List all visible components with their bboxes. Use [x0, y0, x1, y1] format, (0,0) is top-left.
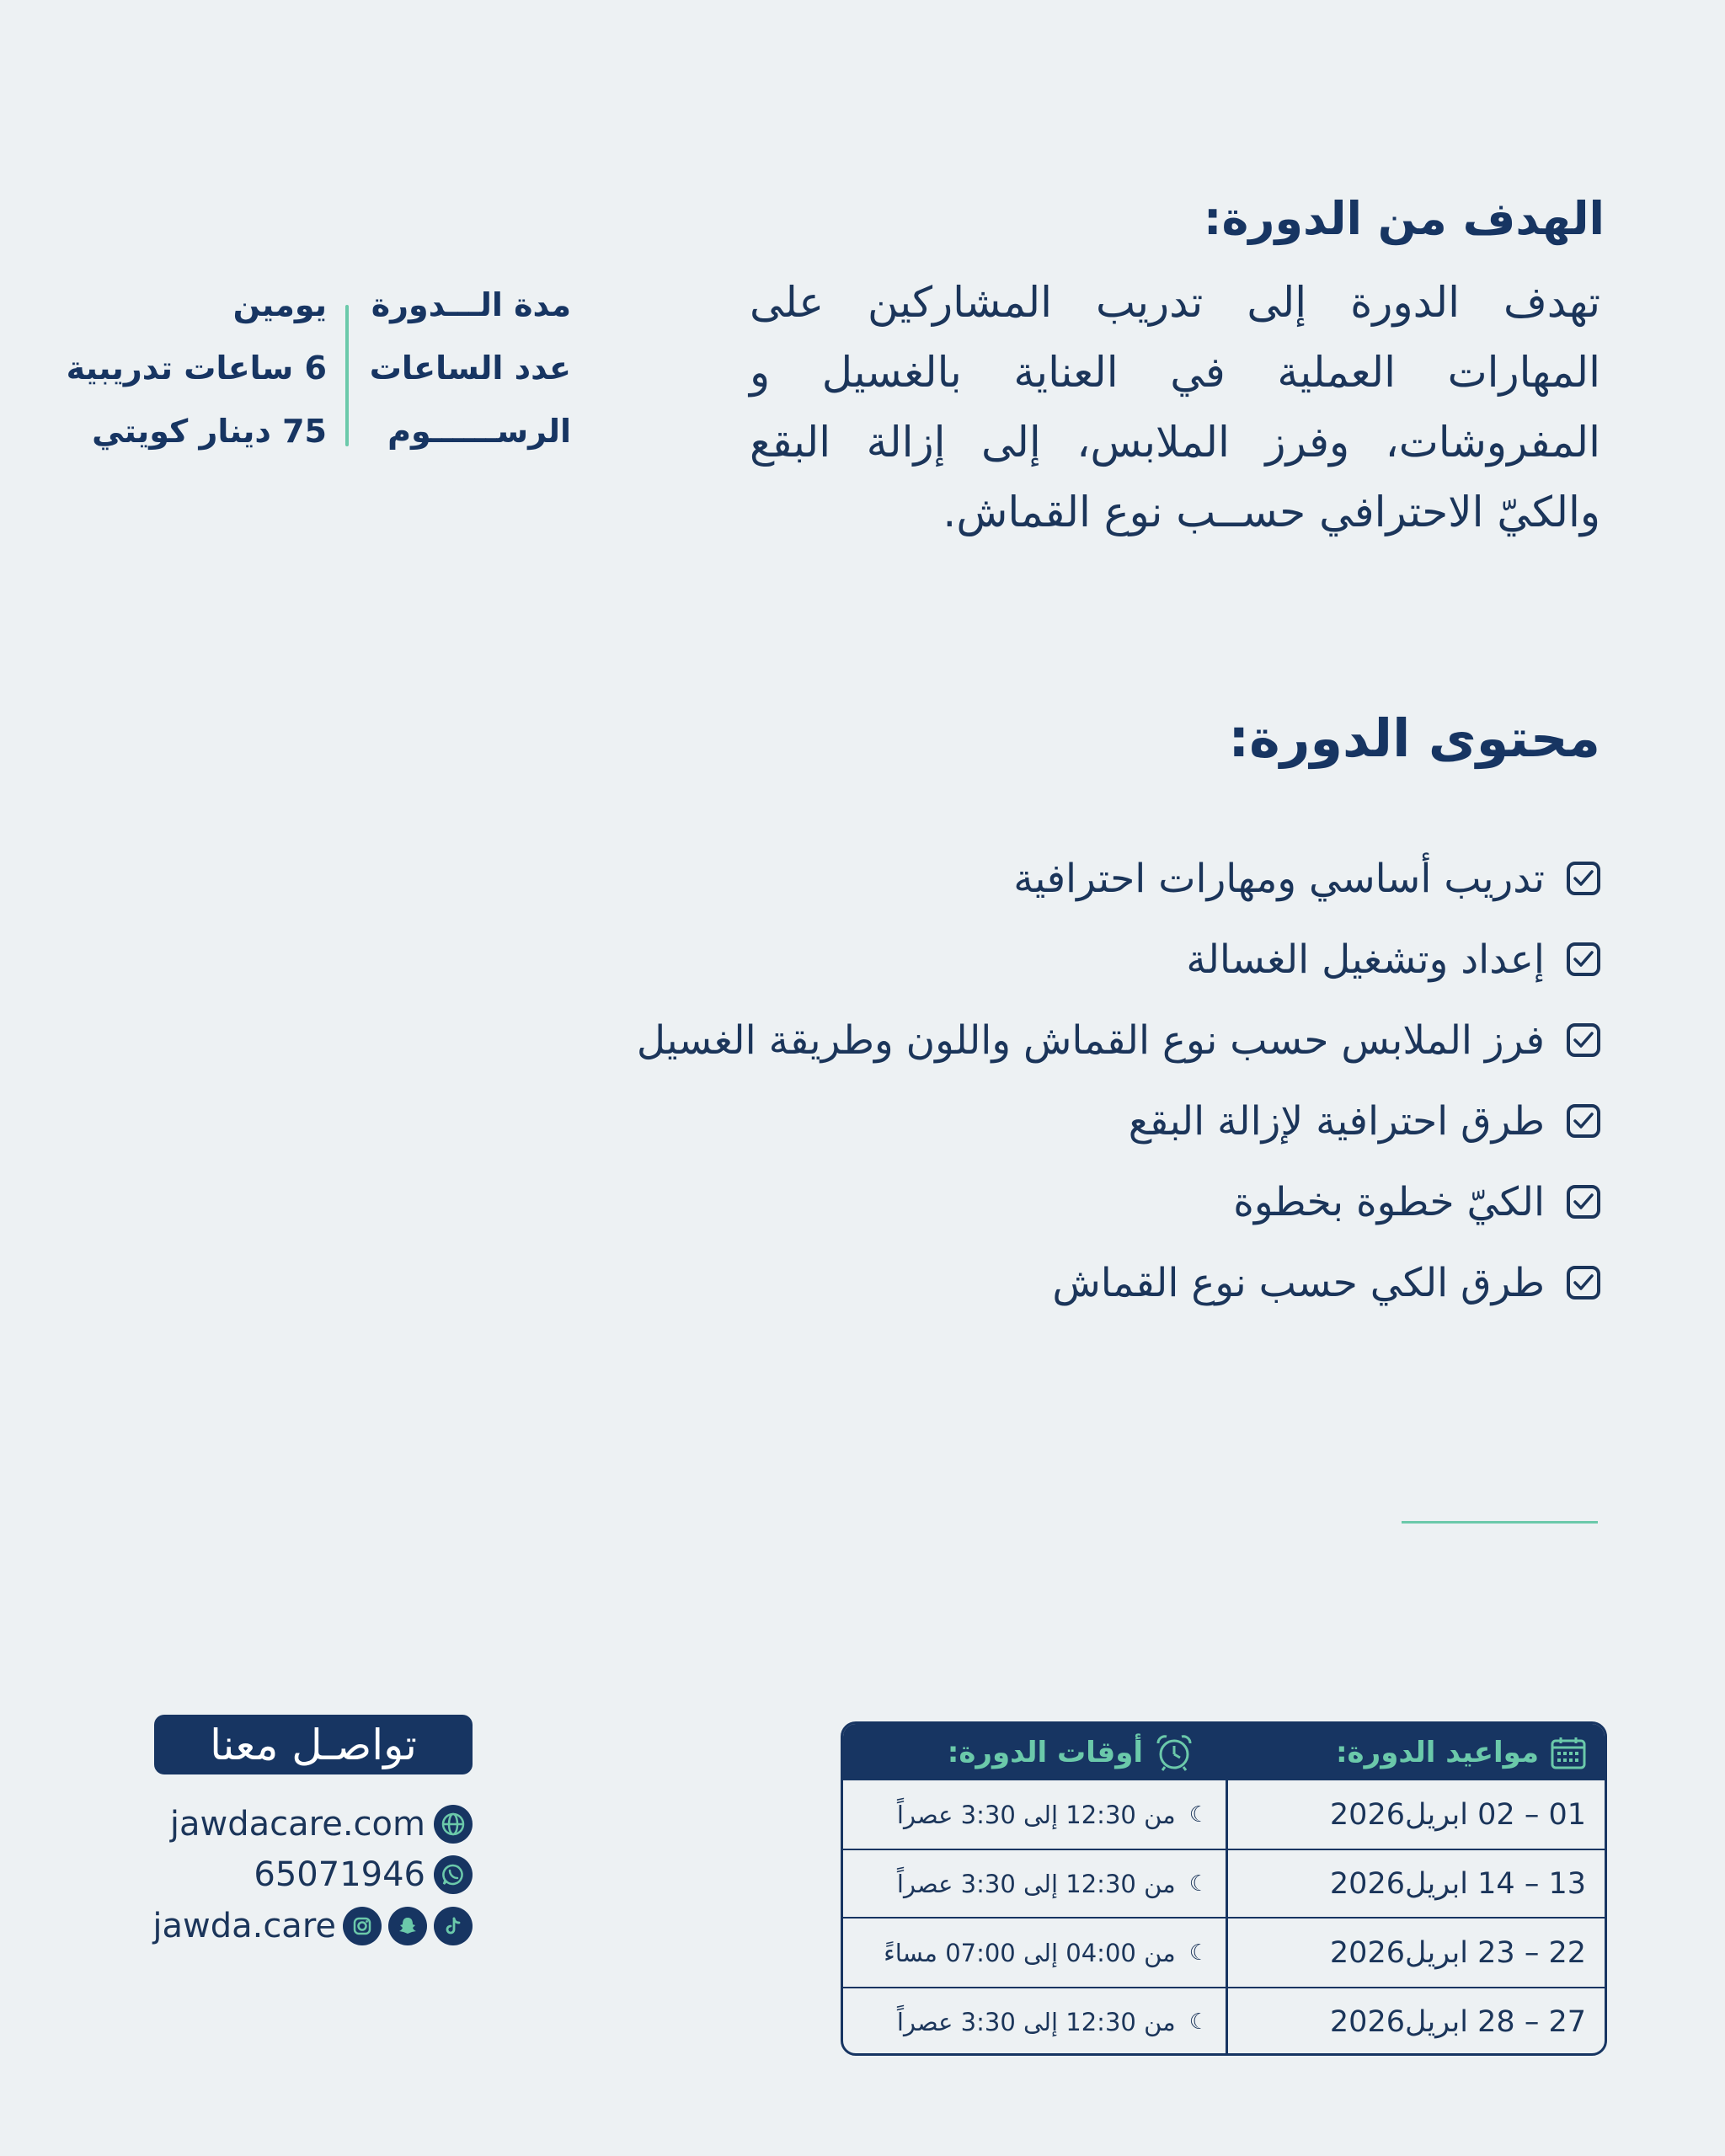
alarm-clock-icon [1155, 1733, 1194, 1772]
fees-label: الرســــــوم [387, 413, 571, 450]
phone-label: 65071946 [254, 1855, 425, 1894]
accent-divider [1402, 1521, 1598, 1524]
schedule-date-4: 27 – 28 ابريل2026 [1329, 2005, 1586, 2039]
calendar-icon [1551, 1736, 1586, 1769]
phone-link[interactable] [254, 1855, 473, 1894]
schedule-time-label: من 12:30 إلى 3:30 عصراً [896, 2008, 1176, 2036]
list-item-label: إعداد وتشغيل الغسالة [1186, 936, 1545, 983]
social-link[interactable] [152, 1907, 473, 1945]
checkbox-icon [1567, 1185, 1600, 1219]
list-item [637, 919, 1600, 1000]
times-header [948, 1724, 1194, 1780]
list-item-label: تدريب أساسي ومهارات احترافية [1013, 855, 1545, 902]
website-label: jawdacare.com [169, 1805, 425, 1844]
checkbox-icon [1567, 862, 1600, 895]
schedule-time-label: من 12:30 إلى 3:30 عصراً [896, 1800, 1176, 1829]
schedule-time-2 [897, 1850, 1209, 1917]
course-info [66, 286, 571, 455]
goal-title: الهدف من الدورة: [1203, 192, 1605, 245]
hours-value: 6 ساعات تدريبية [66, 350, 327, 387]
goal-description: تهدف الدورة إلى تدريب المشاركين على المهارات العملية في العناية بالغسيل و المفروشات، وفرز الملابس، إلى إزالة البقع والكيّ الاحترافي حســب نوع القماش. [750, 278, 1600, 536]
list-item-label: الكيّ خطوة بخطوة [1233, 1178, 1545, 1225]
list-item [637, 1161, 1600, 1242]
content-list [637, 838, 1600, 1323]
schedule-time-4 [897, 1988, 1209, 2056]
content-title: محتوى الدورة: [1228, 707, 1600, 769]
hours-label: عدد الساعات [369, 350, 571, 387]
info-divider [345, 305, 349, 446]
moon-icon: ☾ [1188, 1870, 1209, 1897]
list-item [637, 1000, 1600, 1081]
schedule-table [841, 1721, 1607, 2056]
checkbox-icon [1567, 1023, 1600, 1057]
tiktok-icon [434, 1907, 473, 1945]
fees-value: 75 دينار كويتي [92, 413, 327, 450]
schedule-time-3 [884, 1919, 1209, 1987]
dates-header [1336, 1724, 1586, 1780]
list-item-label: طرق احترافية لإزالة البقع [1128, 1097, 1545, 1145]
schedule-time-label: من 04:00 إلى 07:00 مساءً [884, 1938, 1176, 1967]
instagram-icon [343, 1907, 382, 1945]
checkbox-icon [1567, 942, 1600, 976]
list-item [637, 1242, 1600, 1323]
moon-icon: ☾ [1188, 1940, 1209, 1966]
schedule-date-3: 22 – 23 ابريل2026 [1329, 1935, 1586, 1970]
globe-icon [434, 1805, 473, 1844]
moon-icon: ☾ [1188, 2009, 1209, 2035]
contact-title: تواصـل معنا [154, 1715, 473, 1774]
schedule-time-1 [897, 1780, 1209, 1849]
schedule-date-1: 01 – 02 ابريل2026 [1329, 1797, 1586, 1832]
whatsapp-icon [434, 1855, 473, 1894]
times-header-label: أوقات الدورة: [947, 1735, 1143, 1769]
checkbox-icon [1567, 1104, 1600, 1138]
checkbox-icon [1567, 1266, 1600, 1299]
snapchat-icon [388, 1907, 427, 1945]
list-item [637, 1081, 1600, 1161]
website-link[interactable] [170, 1805, 473, 1844]
social-label: jawda.care [152, 1907, 336, 1945]
list-item [637, 838, 1600, 919]
list-item-label: طرق الكي حسب نوع القماش [1052, 1259, 1545, 1306]
duration-value: يومين [232, 286, 327, 323]
moon-icon: ☾ [1188, 1801, 1209, 1828]
duration-label: مدة الـــدورة [371, 286, 571, 323]
dates-header-label: مواعيد الدورة: [1335, 1735, 1539, 1769]
schedule-time-label: من 12:30 إلى 3:30 عصراً [896, 1869, 1176, 1898]
list-item-label: فرز الملابس حسب نوع القماش واللون وطريقة الغسيل [636, 1017, 1545, 1064]
schedule-date-2: 13 – 14 ابريل2026 [1329, 1866, 1586, 1901]
